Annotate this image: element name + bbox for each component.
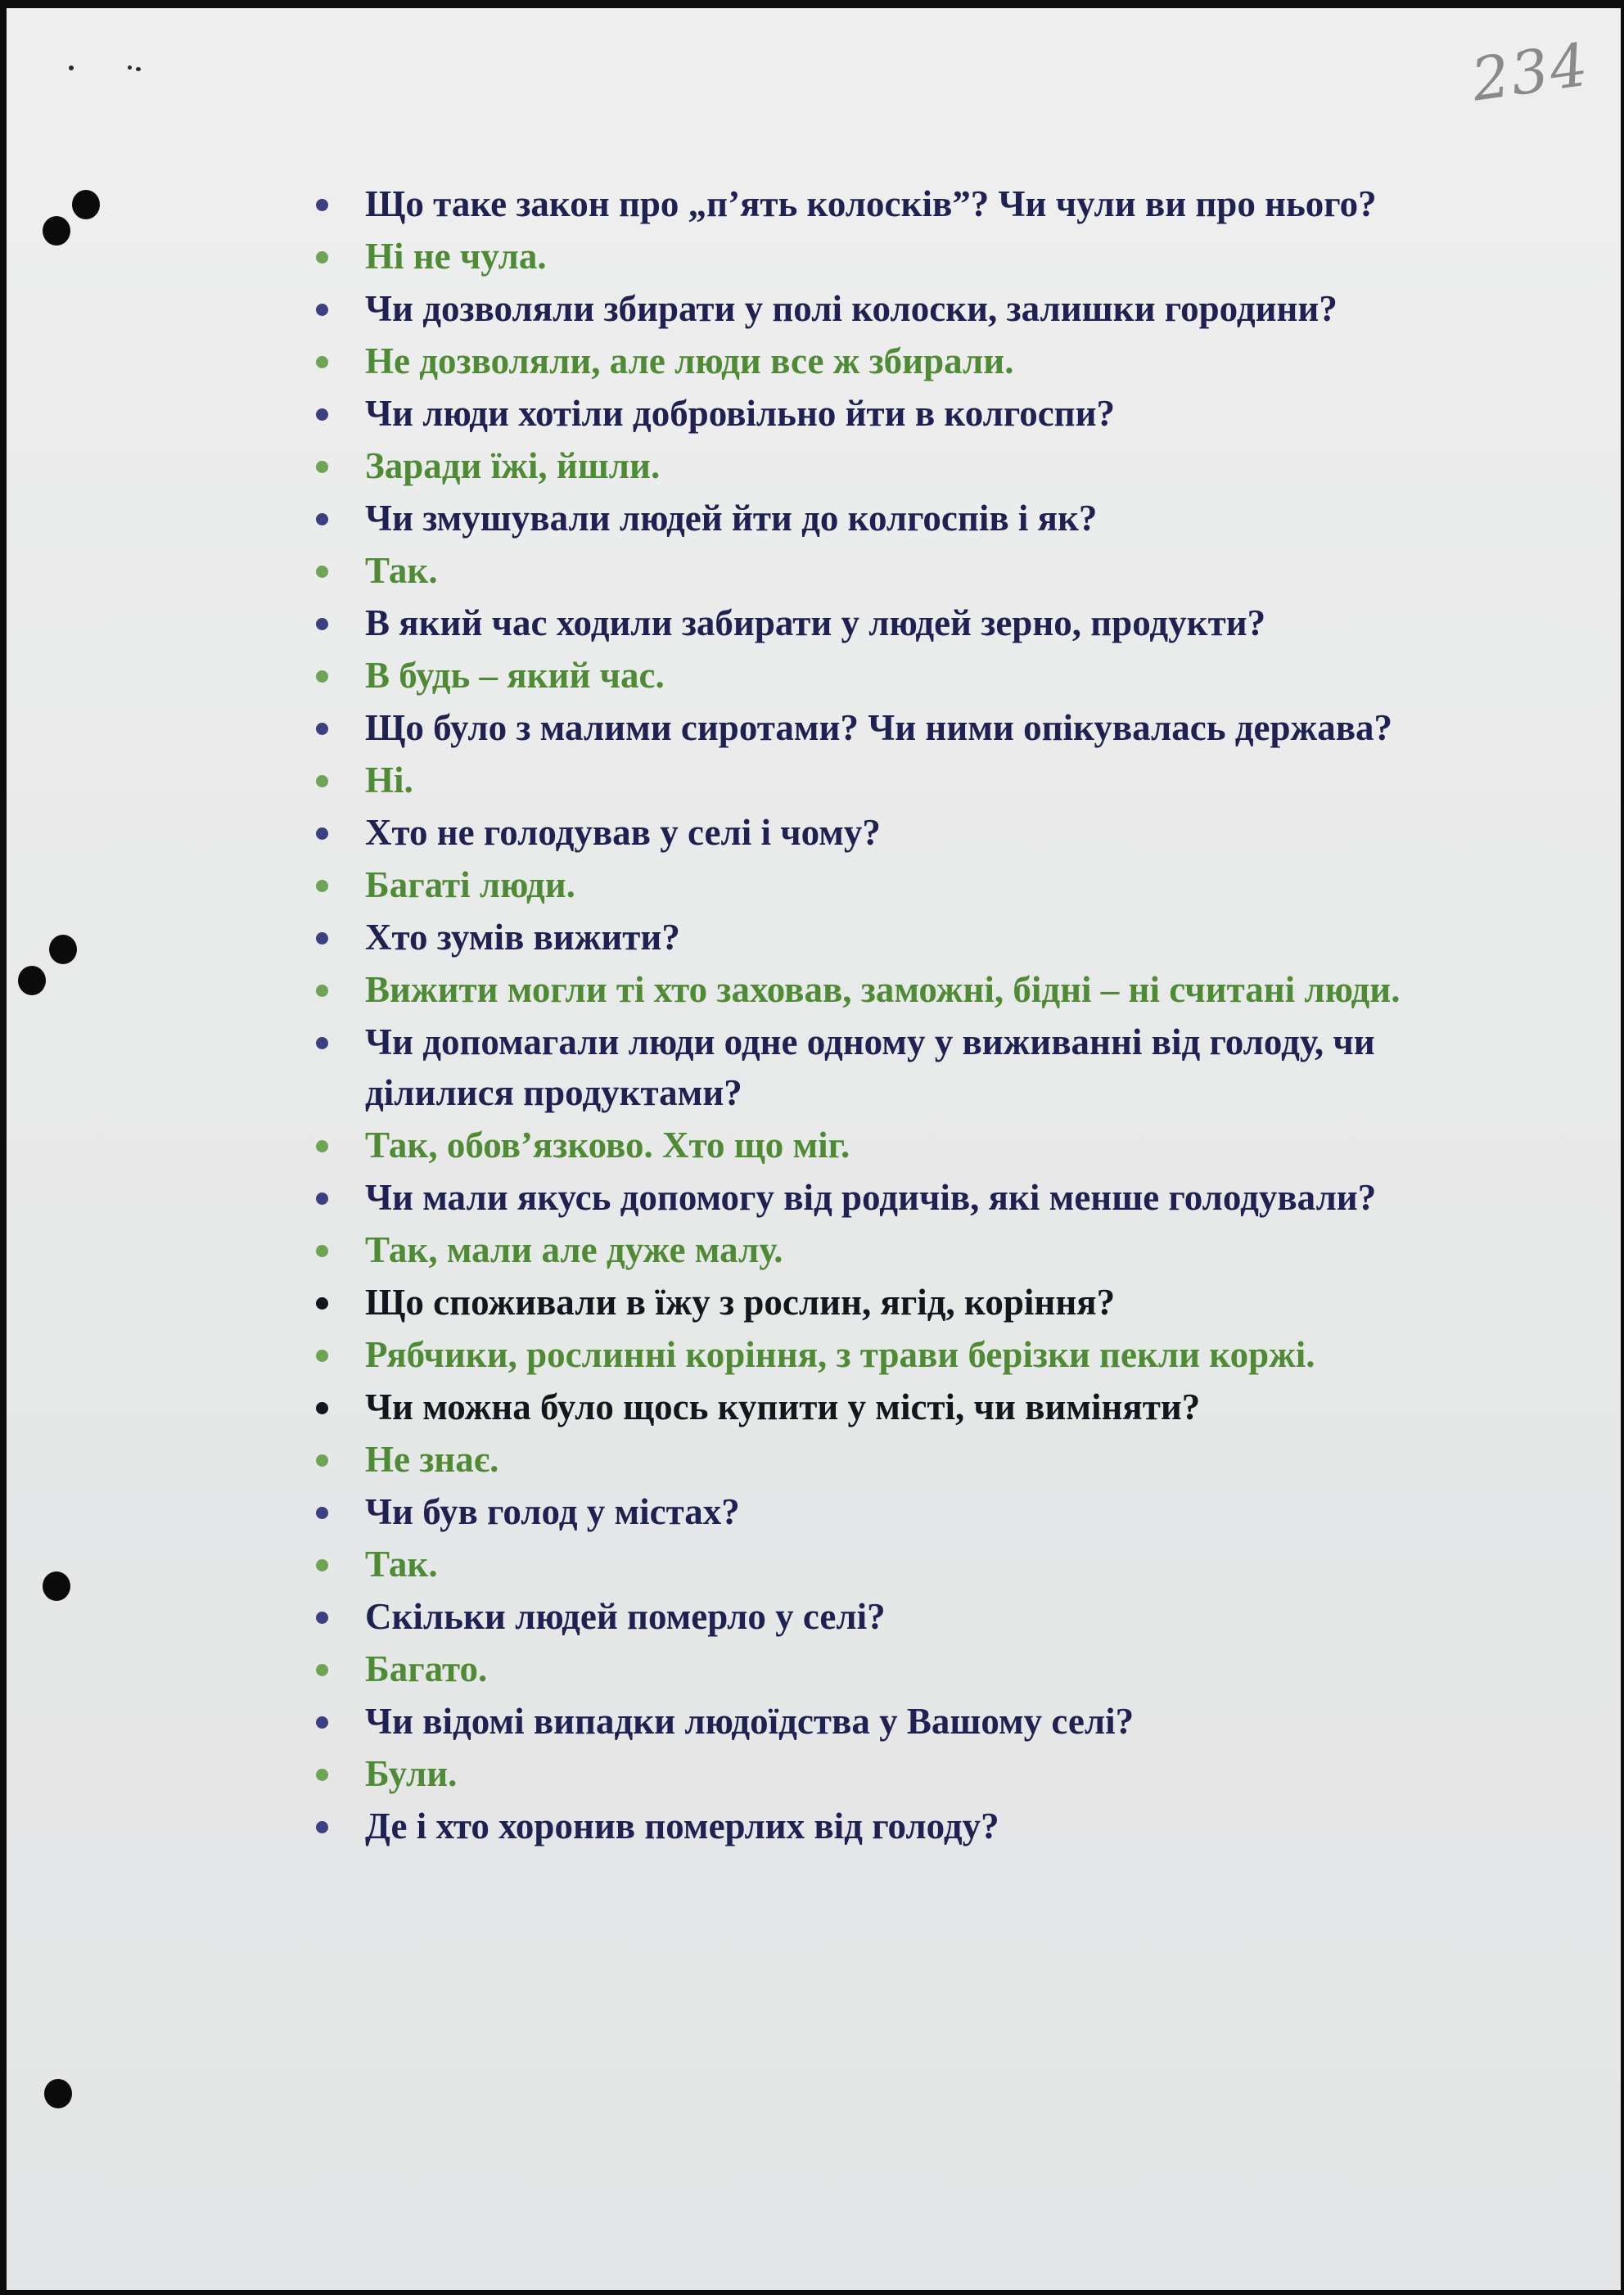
answer-item xyxy=(316,1120,1527,1170)
answer-item xyxy=(316,1434,1527,1485)
answer-item xyxy=(316,1329,1527,1380)
question-text: Чи відомі випадки людоїдства у Вашому селі? xyxy=(365,1701,1135,1742)
question-item xyxy=(316,1277,1527,1328)
bullet-icon xyxy=(316,461,328,473)
bullet-icon xyxy=(316,985,328,997)
bullet-icon xyxy=(316,304,328,316)
bullet-icon xyxy=(316,1402,328,1414)
question-item xyxy=(316,1696,1527,1747)
question-item xyxy=(316,702,1527,753)
punch-hole-icon xyxy=(43,216,70,246)
paper-speck xyxy=(128,65,132,70)
question-text: Де і хто хоронив померлих від голоду? xyxy=(365,1806,999,1846)
paper-speck xyxy=(136,67,141,71)
question-item xyxy=(316,912,1527,963)
answer-text: В будь – який час. xyxy=(365,655,665,696)
answer-item xyxy=(316,231,1527,282)
bullet-icon xyxy=(316,880,328,892)
question-item xyxy=(316,283,1527,334)
bullet-icon xyxy=(316,932,328,945)
answer-text: Так. xyxy=(365,550,438,591)
interview-qa-list xyxy=(316,178,1527,1853)
document-page xyxy=(7,8,1621,2290)
bullet-icon xyxy=(316,1037,328,1049)
question-item xyxy=(316,1017,1527,1118)
answer-text: Так, мали але дуже малу. xyxy=(365,1229,783,1270)
question-text: В який час ходили забирати у людей зерно, продукти? xyxy=(365,602,1266,643)
bullet-icon xyxy=(316,1507,328,1519)
bullet-icon xyxy=(316,408,328,421)
answer-text: Не дозволяли, але люди все ж збирали. xyxy=(365,340,1014,381)
question-text: Що споживали в їжу з рослин, ягід, коріння? xyxy=(365,1282,1116,1323)
question-item xyxy=(316,1591,1527,1642)
question-text: Чи мали якусь допомогу від родичів, які менше голодували? xyxy=(365,1177,1377,1218)
answer-text: Так. xyxy=(365,1544,438,1585)
question-item xyxy=(316,1486,1527,1537)
answer-text: Так, обов’язково. Хто що міг. xyxy=(365,1125,850,1166)
question-item xyxy=(316,1801,1527,1851)
bullet-icon xyxy=(316,1140,328,1152)
question-text: Чи люди хотіли добровільно йти в колгоспи? xyxy=(365,393,1116,434)
question-text: Чи був голод у містах? xyxy=(365,1491,740,1532)
answer-item xyxy=(316,964,1527,1015)
bullet-icon xyxy=(316,618,328,630)
bullet-icon xyxy=(316,1245,328,1257)
answer-item xyxy=(316,1748,1527,1799)
question-text: Чи дозволяли збирати у полі колоски, залишки городини? xyxy=(365,288,1338,329)
bullet-icon xyxy=(316,723,328,735)
question-item xyxy=(316,1172,1527,1223)
answer-item xyxy=(316,440,1527,491)
bullet-icon xyxy=(316,827,328,840)
answer-item xyxy=(316,1539,1527,1589)
question-item xyxy=(316,597,1527,648)
bullet-icon xyxy=(316,670,328,683)
answer-text: Ні. xyxy=(365,760,413,800)
punch-hole-icon xyxy=(43,1571,70,1601)
answer-text: Заради їжі, йшли. xyxy=(365,445,661,486)
question-item xyxy=(316,493,1527,543)
question-text: Чи допомагали люди одне одному у виживанні від голоду, чи ділилися продуктами? xyxy=(365,1021,1375,1113)
bullet-icon xyxy=(316,1454,328,1467)
question-text: Хто не голодував у селі і чому? xyxy=(365,812,881,853)
bullet-icon xyxy=(316,1821,328,1833)
bullet-icon xyxy=(316,1559,328,1571)
bullet-icon xyxy=(316,1664,328,1676)
bullet-icon xyxy=(316,356,328,368)
answer-item xyxy=(316,1643,1527,1694)
punch-hole-icon xyxy=(49,935,77,964)
bullet-icon xyxy=(316,1297,328,1310)
handwritten-page-number: 234 xyxy=(1467,29,1594,115)
answer-text: Багаті люди. xyxy=(365,864,575,905)
question-text: Чи змушували людей йти до колгоспів і як? xyxy=(365,498,1098,539)
answer-item xyxy=(316,650,1527,701)
bullet-icon xyxy=(316,775,328,787)
bullet-icon xyxy=(316,1716,328,1729)
question-text: Що було з малими сиротами? Чи ними опікувалась держава? xyxy=(365,707,1392,748)
question-item xyxy=(316,388,1527,439)
answer-text: Не знає. xyxy=(365,1439,499,1480)
question-item xyxy=(316,1382,1527,1432)
bullet-icon xyxy=(316,1193,328,1205)
question-text: Чи можна було щось купити у місті, чи виміняти? xyxy=(365,1386,1201,1427)
paper-speck xyxy=(69,65,74,70)
answer-item xyxy=(316,545,1527,596)
answer-text: Ні не чула. xyxy=(365,236,547,277)
answer-text: Вижити могли ті хто заховав, заможні, бідні – ні считані люди. xyxy=(365,969,1401,1010)
question-text: Скільки людей померло у селі? xyxy=(365,1596,886,1637)
bullet-icon xyxy=(316,513,328,525)
question-text: Хто зумів вижити? xyxy=(365,917,680,958)
bullet-icon xyxy=(316,251,328,264)
answer-item xyxy=(316,859,1527,910)
answer-text: Багато. xyxy=(365,1648,488,1689)
bullet-icon xyxy=(316,1350,328,1362)
answer-item xyxy=(316,336,1527,386)
answer-item xyxy=(316,1224,1527,1275)
bullet-icon xyxy=(316,566,328,578)
punch-hole-icon xyxy=(18,966,46,995)
question-item xyxy=(316,178,1527,229)
bullet-icon xyxy=(316,1769,328,1781)
answer-item xyxy=(316,755,1527,805)
question-text: Що таке закон про „п’ять колосків”? Чи чули ви про нього? xyxy=(365,183,1377,224)
answer-text: Рябчики, рослинні коріння, з трави берізки пекли коржі. xyxy=(365,1334,1315,1375)
bullet-icon xyxy=(316,199,328,211)
punch-hole-icon xyxy=(44,2079,72,2108)
bullet-icon xyxy=(316,1612,328,1624)
punch-hole-icon xyxy=(72,190,100,219)
question-item xyxy=(316,807,1527,858)
answer-text: Були. xyxy=(365,1753,458,1794)
